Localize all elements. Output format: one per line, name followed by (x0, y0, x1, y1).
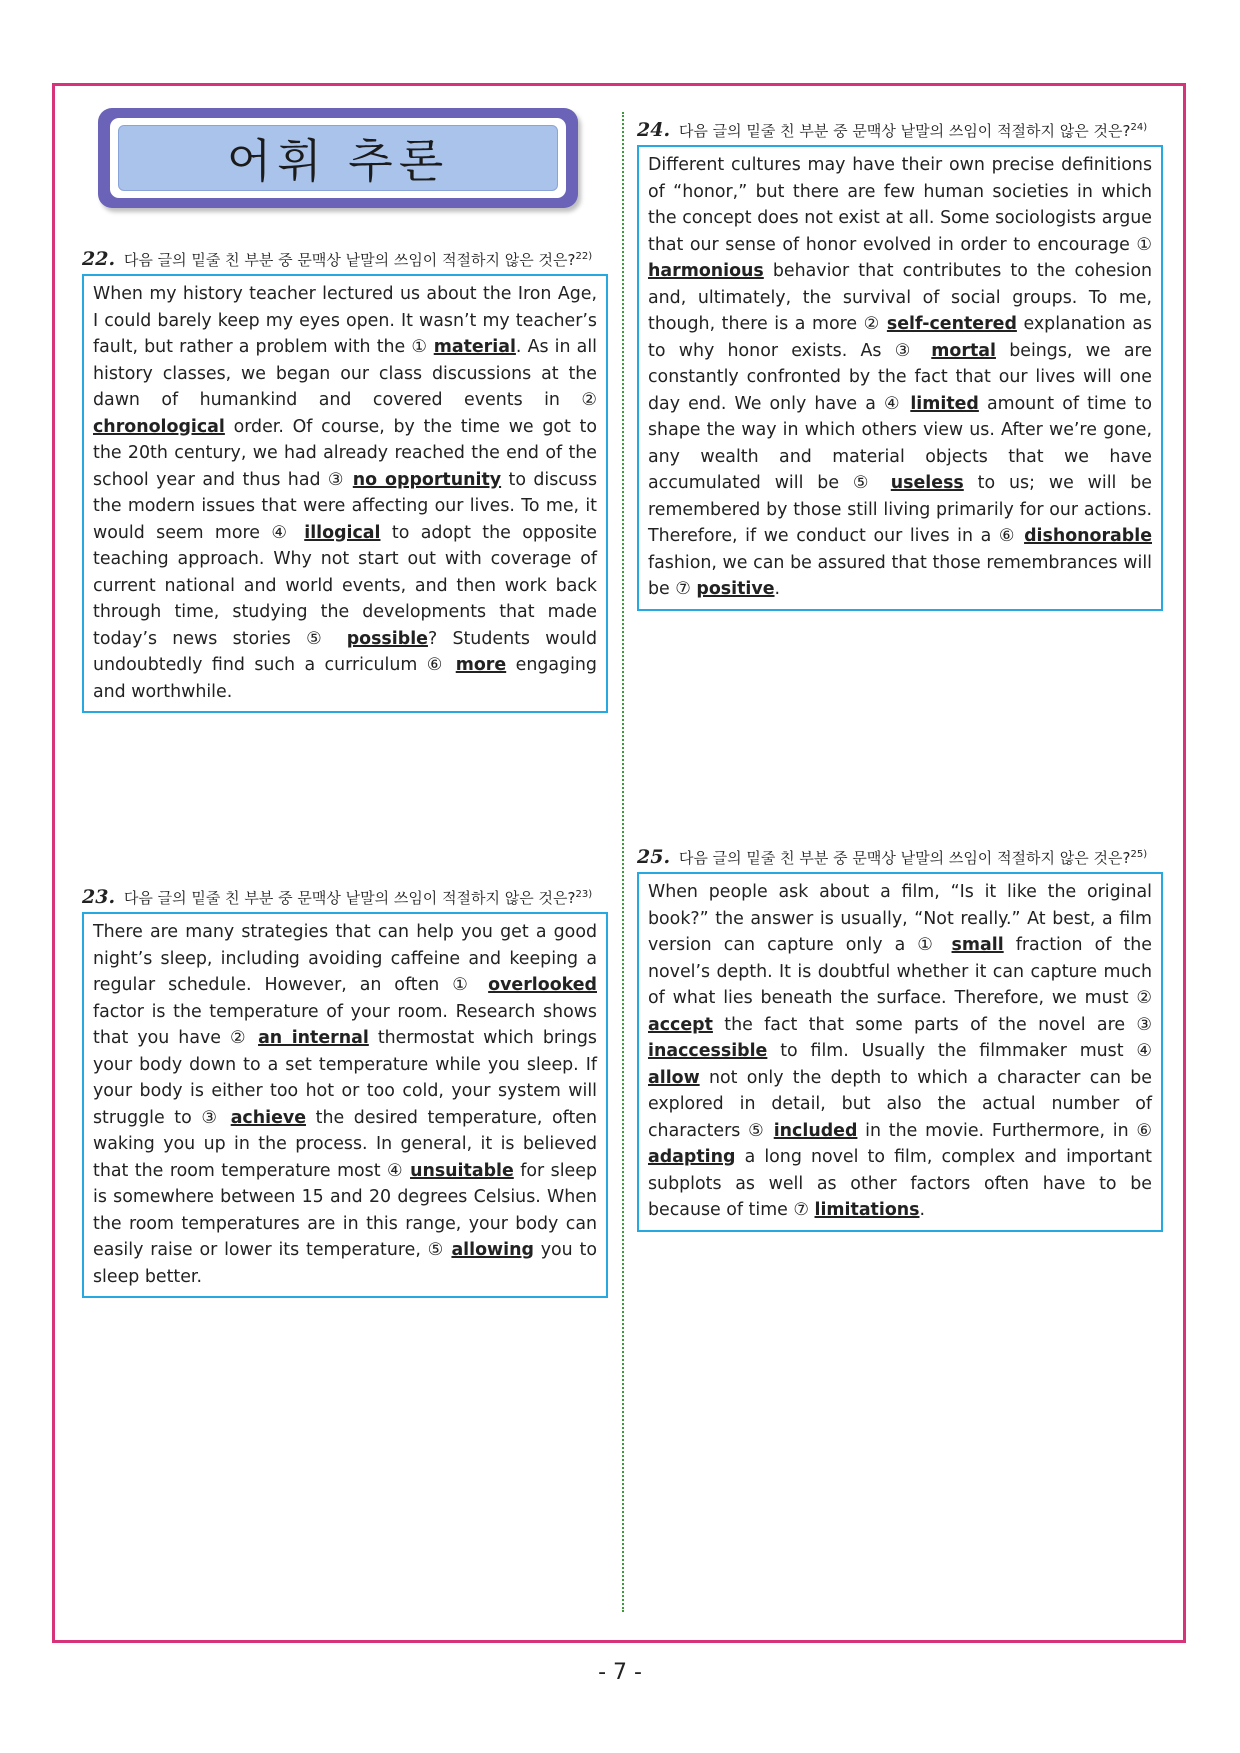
passage-text: . (774, 579, 781, 599)
passage-text: beings, we are constantly confronted by the fact that our lives will one day end. We only have a ④ (648, 340, 1152, 414)
question-header (637, 845, 1163, 868)
question-23 (82, 885, 608, 1298)
underlined-word: no opportunity (352, 469, 502, 490)
passage-text: explanation as to why honor exists. As ③ (648, 314, 1152, 361)
passage-text: fraction of the novel’s depth. It is doubtful whether it can capture much of what lies beneath the surface. Therefore, we must ② (648, 935, 1152, 1008)
underlined-word: illogical (304, 522, 381, 543)
footnote-marker: 24) (1130, 122, 1148, 133)
passage-text: a long novel to film, complex and important subplots as well as other factors often have to be because of time ⑦ (648, 1147, 1152, 1220)
question-22 (82, 247, 608, 713)
page-number: - 7 - (598, 1660, 642, 1685)
underlined-word: inaccessible (648, 1041, 768, 1061)
section-title-banner (98, 108, 578, 208)
column-divider (622, 112, 624, 1612)
underlined-word: accept (648, 1014, 713, 1035)
underlined-word: limited (910, 393, 979, 414)
underlined-word: dishonorable (1024, 526, 1152, 546)
underlined-word: useless (890, 473, 964, 493)
passage-text: for sleep is somewhere between 15 and 20 degrees Celsius. When the room temperatures are in this range, your body can easily raise or lower its temperature, ⑤ (93, 1160, 597, 1260)
question-number: 22. (82, 248, 116, 270)
passage-text: amount of time to shape the way in which others view us. After we’re gone, any wealth and material objects that we have accumulated will be ⑤ (648, 393, 1152, 493)
footnote-marker: 25) (1130, 849, 1148, 860)
underlined-word: unsuitable (410, 1160, 514, 1181)
underlined-word: allow (648, 1067, 700, 1088)
passage-text: to adopt the opposite teaching approach. Why not start out with coverage of current national and world events, and then work back through time, studying the developments that made today’s news stories ⑤ (93, 522, 598, 649)
passage-text: ? Students would undoubtedly find such a curriculum ⑥ (93, 628, 597, 675)
footnote-marker: 23) (575, 889, 593, 900)
underlined-word: harmonious (648, 261, 764, 281)
question-number: 25. (637, 846, 671, 868)
underlined-word: an internal (258, 1028, 369, 1048)
passage-text: order. Of course, by the time we got to the 20th century, we had already reached the end of the school year and thus had ③ (93, 416, 597, 490)
question-number: 24. (637, 119, 671, 141)
passage-text: factor is the temperature of your room. Research shows that you have ② (93, 1001, 597, 1048)
question-header (637, 118, 1163, 141)
underlined-word: mortal (931, 340, 996, 361)
underlined-word: achieve (230, 1107, 306, 1128)
passage-text: . (919, 1200, 926, 1220)
underlined-word: more (455, 655, 507, 675)
underlined-word: possible (346, 628, 428, 649)
question-number: 23. (82, 886, 116, 908)
passage-text: not only the depth to which a character can be explored in detail, but also the actual number of characters ⑤ (648, 1067, 1152, 1141)
passage-text: the fact that some parts of the novel are ③ (712, 1014, 1152, 1035)
underlined-word: positive (696, 579, 775, 599)
question-header (82, 247, 608, 270)
question-prompt: 다음 글의 밑줄 친 부분 중 문맥상 낱말의 쓰임이 적절하지 않은 것은? (123, 889, 576, 907)
passage-box (637, 872, 1163, 1232)
underlined-word: chronological (93, 416, 225, 437)
footnote-marker: 22) (575, 251, 593, 262)
passage-text: behavior that contributes to the cohesion and, ultimately, the survival of social groups. To me, though, there is a more ② (648, 261, 1152, 334)
underlined-word: material (433, 337, 516, 357)
section-title: 어휘 추론 (226, 134, 450, 188)
passage-text: engaging and worthwhile. (93, 655, 597, 702)
passage-text: to discuss the modern issues that were affecting our lives. To me, it would seem more ④ (93, 469, 598, 543)
passage-text: When my history teacher lectured us about the Iron Age, I could barely keep my eyes open. It wasn’t my teacher’s fault, but rather a problem with the ① (93, 284, 597, 357)
passage-text: you to sleep better. (93, 1240, 597, 1287)
question-prompt: 다음 글의 밑줄 친 부분 중 문맥상 낱말의 쓰임이 적절하지 않은 것은? (678, 849, 1131, 867)
passage-text: fashion, we can be assured that those remembrances will be ⑦ (648, 552, 1152, 599)
passage-text: . As in all history classes, we began our class discussions at the dawn of humankind and covered events in ② (93, 337, 597, 410)
passage-text: to film. Usually the filmmaker must ④ (767, 1041, 1152, 1061)
passage-box (82, 274, 608, 713)
question-header (82, 885, 608, 908)
question-24 (637, 118, 1163, 611)
passage-text: Different cultures may have their own precise definitions of “honor,” but there are few human societies in which the concept does not exist at all. Some sociologists argue that our sense of honor evolved in order to encourage ① (648, 155, 1152, 255)
question-25 (637, 845, 1163, 1232)
question-prompt: 다음 글의 밑줄 친 부분 중 문맥상 낱말의 쓰임이 적절하지 않은 것은? (678, 122, 1131, 140)
passage-text: There are many strategies that can help you get a good night’s sleep, including avoiding caffeine and keeping a regular schedule. However, an often ① (93, 922, 597, 995)
passage-text: the desired temperature, often waking you up in the process. In general, it is believed that the room temperature most ④ (93, 1107, 598, 1181)
passage-box (637, 145, 1163, 611)
passage-text: in the movie. Furthermore, in ⑥ (857, 1120, 1152, 1141)
underlined-word: included (773, 1120, 858, 1141)
question-prompt: 다음 글의 밑줄 친 부분 중 문맥상 낱말의 쓰임이 적절하지 않은 것은? (123, 251, 576, 269)
passage-text: thermostat which brings your body down to a set temperature while you sleep. If your body is either too hot or too cold, your system will struggle to ③ (93, 1028, 597, 1128)
underlined-word: overlooked (488, 975, 597, 995)
passage-text: When people ask about a film, “Is it like the original book?” the answer is usually, “Not really.” At best, a film version can capture only a ① (648, 882, 1152, 955)
underlined-word: self-centered (886, 314, 1017, 334)
underlined-word: small (951, 935, 1004, 955)
passage-box (82, 912, 608, 1298)
underlined-word: allowing (451, 1240, 534, 1260)
passage-text: to us; we will be remembered by those still living primarily for our actions. Therefore, if we conduct our lives in a ⑥ (648, 473, 1152, 546)
underlined-word: limitations (814, 1200, 920, 1220)
underlined-word: adapting (648, 1147, 736, 1167)
